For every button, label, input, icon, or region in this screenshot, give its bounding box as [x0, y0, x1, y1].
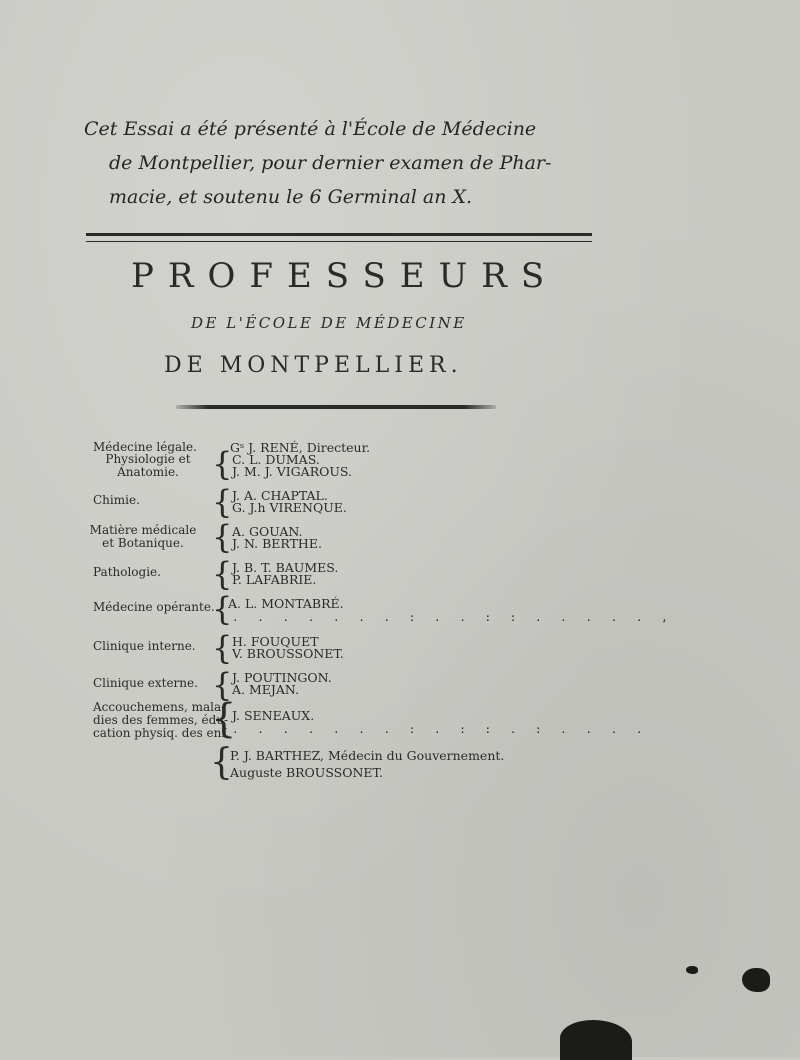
subject-line: Matière médicale — [89, 523, 197, 537]
subject-matiere-medicale — [88, 524, 198, 550]
subject-clinique-externe: Clinique externe. — [93, 676, 198, 690]
dotted-leader: . . . . . . . : . . : : . . . . . , — [232, 611, 674, 624]
professor-barthez: P. J. BARTHEZ, Médecin du Gouvernement. — [230, 748, 505, 763]
brace-icon: { — [210, 742, 233, 783]
page-subtitle: DE L'ÉCOLE DE MÉDECINE — [191, 314, 467, 332]
ink-stain — [686, 966, 698, 974]
professor-lafabrie: P. LAFABRIE. — [232, 572, 317, 587]
brace-icon: { — [212, 666, 233, 704]
professor-montabre: A. L. MONTABRÉ. — [228, 596, 344, 611]
professor-vigarous: J. M. J. VIGAROUS. — [232, 464, 352, 479]
subject-line: et Botanique. — [102, 536, 184, 550]
professor-poutingon: J. POUTINGON. — [232, 670, 332, 685]
dotted-leader: . . . . . . . : . : : . : . . . . — [232, 723, 649, 736]
brace-icon: { — [212, 555, 233, 593]
page-title: PROFESSEURS — [131, 256, 559, 296]
subject-physiologie — [98, 453, 198, 479]
subject-line: Accouchemens, mala- — [93, 700, 226, 714]
subject-chimie: Chimie. — [93, 493, 140, 507]
professor-mejan: A. MEJAN. — [232, 682, 300, 697]
subject-accouchemens — [93, 700, 230, 740]
subject-medecine-legale: Médecine légale. — [93, 440, 197, 454]
subject-line: cation physiq. des enf. — [93, 726, 230, 740]
intro-line-2: de Montpellier, pour dernier examen de Phar- — [109, 152, 552, 174]
brace-icon: { — [211, 696, 237, 742]
professor-dumas: C. L. DUMAS. — [232, 452, 320, 467]
intro-line-3: macie, et soutenu le 6 Germinal an X. — [109, 186, 473, 208]
professor-seneaux: J. SENEAUX. — [232, 708, 315, 723]
professor-chaptal: J. A. CHAPTAL. — [232, 488, 328, 503]
subject-pathologie: Pathologie. — [93, 565, 161, 579]
intro-paragraph — [84, 112, 644, 214]
subject-medecine-operante: Médecine opérante. — [93, 600, 215, 614]
ornamental-rule — [176, 405, 496, 409]
professor-berthe: J. N. BERTHE. — [232, 536, 322, 551]
city-heading: DE MONTPELLIER. — [164, 353, 463, 378]
brace-icon: { — [212, 518, 233, 556]
brace-icon: { — [212, 483, 233, 521]
brace-icon: { — [212, 445, 233, 483]
professor-rene: Gˢ J. RENÉ, Directeur. — [230, 440, 371, 455]
ink-stain — [560, 1020, 632, 1060]
subject-clinique-interne: Clinique interne. — [93, 639, 196, 653]
double-rule-divider — [86, 233, 592, 242]
professor-broussonet-auguste: Auguste BROUSSONET. — [230, 765, 384, 780]
professor-virenque: G. J.h VIRENQUE. — [232, 500, 347, 515]
subject-line: Physiologie et — [105, 452, 191, 466]
brace-icon: { — [212, 629, 233, 667]
professor-broussonet-v: V. BROUSSONET. — [232, 646, 344, 661]
subject-line: dies des femmes, édu- — [93, 713, 229, 727]
ink-stain — [742, 968, 770, 992]
brace-icon: { — [212, 590, 233, 628]
professor-gouan: A. GOUAN. — [232, 524, 303, 539]
intro-line-1: Cet Essai a été présenté à l'École de Médecine — [84, 118, 537, 140]
professor-baumes: J. B. T. BAUMES. — [232, 560, 339, 575]
professor-fouquet: H. FOUQUET — [232, 634, 319, 649]
subject-line: Anatomie. — [117, 465, 179, 479]
